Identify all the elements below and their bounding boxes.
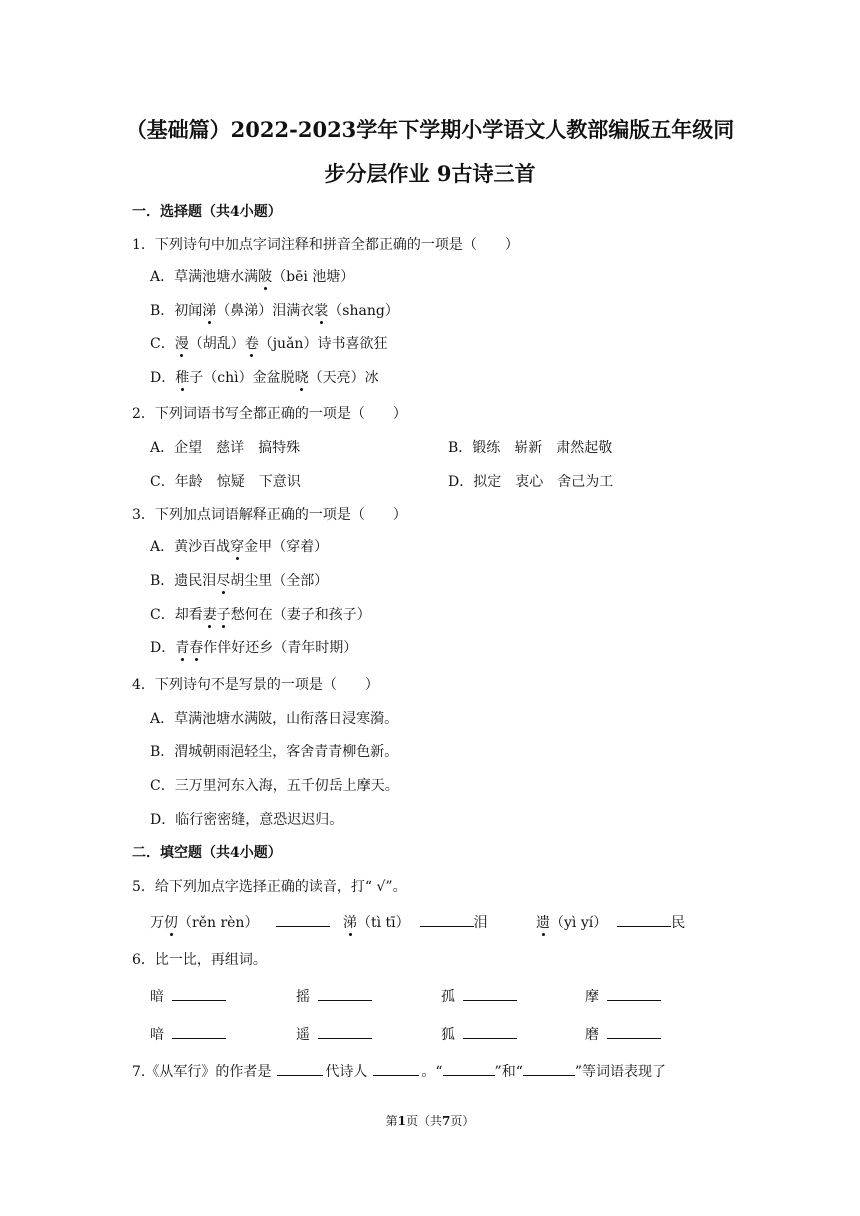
q3-stem: 3．下列加点词语解释正确的一项是（ ）: [132, 507, 407, 523]
page-footer: 第1页（共7页）: [385, 1114, 475, 1128]
q6-row2-item-1: 喑: [150, 1024, 230, 1045]
q5-item-3: 遗（yì yí） 民: [536, 912, 685, 933]
q2-option-a: A．企望 慈详 搞特殊: [150, 440, 301, 456]
section-2-heading: 二．填空题（共4小题）: [132, 845, 282, 861]
q6-blank[interactable]: [463, 1024, 517, 1039]
q5-blank-3[interactable]: [617, 912, 671, 927]
q6-row1-item-4: 摩: [585, 986, 665, 1007]
q2-option-b: B．锻练 崭新 肃然起敬: [448, 440, 613, 456]
q1-option-d: D．稚子（chì）金盆脱晓（天亮）冰: [150, 370, 379, 386]
q6-stem: 6．比一比，再组词。: [132, 952, 267, 968]
q6-row2-item-4: 磨: [585, 1024, 665, 1045]
q5-item-2: 涕（tì tī） 泪: [343, 912, 488, 933]
q3-option-a: A．黄沙百战穿金甲（穿着）: [150, 539, 329, 555]
q6-row2-item-2: 遥: [296, 1024, 376, 1045]
q1-option-a: A．草满池塘水满陂（bēi 池塘）: [150, 269, 355, 285]
q1-option-c: C．漫（胡乱）卷（juǎn）诗书喜欲狂: [150, 336, 388, 352]
q7-blank-3[interactable]: [443, 1061, 495, 1076]
q3-option-d: D．青春作伴好还乡（青年时期）: [150, 640, 358, 656]
q5-blank-1[interactable]: [276, 912, 330, 927]
q6-blank[interactable]: [172, 1024, 226, 1039]
q7-text: 7.《从军行》的作者是 代诗人 。“ ”和“ ”等词语表现了: [132, 1061, 666, 1082]
q7-blank-4[interactable]: [523, 1061, 575, 1076]
title-line-1: （基础篇）2022-2023学年下学期小学语文人教部编版五年级同: [125, 117, 735, 142]
q6-blank[interactable]: [607, 986, 661, 1001]
q6-row1-item-1: 暗: [150, 986, 230, 1007]
q3-option-b: B．遗民泪尽胡尘里（全部）: [150, 573, 329, 589]
q6-blank[interactable]: [607, 1024, 661, 1039]
q6-blank[interactable]: [318, 1024, 372, 1039]
q2-stem: 2．下列词语书写全都正确的一项是（ ）: [132, 406, 407, 422]
q4-stem: 4．下列诗句不是写景的一项是（ ）: [132, 677, 379, 693]
q6-row2-item-3: 狐: [441, 1024, 521, 1045]
q7-blank-2[interactable]: [373, 1061, 419, 1076]
q3-option-c: C．却看妻子愁何在（妻子和孩子）: [150, 607, 371, 623]
q4-option-a: A．草满池塘水满陂，山衔落日浸寒漪。: [150, 711, 399, 727]
q2-option-d: D．拟定 衷心 舍己为工: [448, 474, 614, 490]
q6-blank[interactable]: [172, 986, 226, 1001]
section-1-heading: 一．选择题（共4小题）: [132, 204, 282, 220]
q6-blank[interactable]: [463, 986, 517, 1001]
q7-blank-1[interactable]: [277, 1061, 323, 1076]
q1-option-b: B．初闻涕（鼻涕）泪满衣裳（shang）: [150, 303, 399, 319]
q6-blank[interactable]: [318, 986, 372, 1001]
q6-row1-item-2: 摇: [296, 986, 376, 1007]
title-line-2: 步分层作业 9古诗三首: [324, 161, 536, 186]
q4-option-d: D．临行密密缝，意恐迟迟归。: [150, 812, 344, 828]
q4-option-b: B．渭城朝雨浥轻尘，客舍青青柳色新。: [150, 744, 399, 760]
q5-stem: 5．给下列加点字选择正确的读音，打“ √”。: [132, 879, 407, 895]
q6-row1-item-3: 孤: [441, 986, 521, 1007]
q5-blank-2[interactable]: [420, 912, 474, 927]
q4-option-c: C．三万里河东入海，五千仞岳上摩天。: [150, 778, 399, 794]
q1-stem: 1．下列诗句中加点字词注释和拼音全都正确的一项是（ ）: [132, 237, 519, 253]
q5-item-1: 万仞（rěn rèn）: [150, 912, 334, 933]
q2-option-c: C．年龄 惊疑 下意识: [150, 474, 301, 490]
